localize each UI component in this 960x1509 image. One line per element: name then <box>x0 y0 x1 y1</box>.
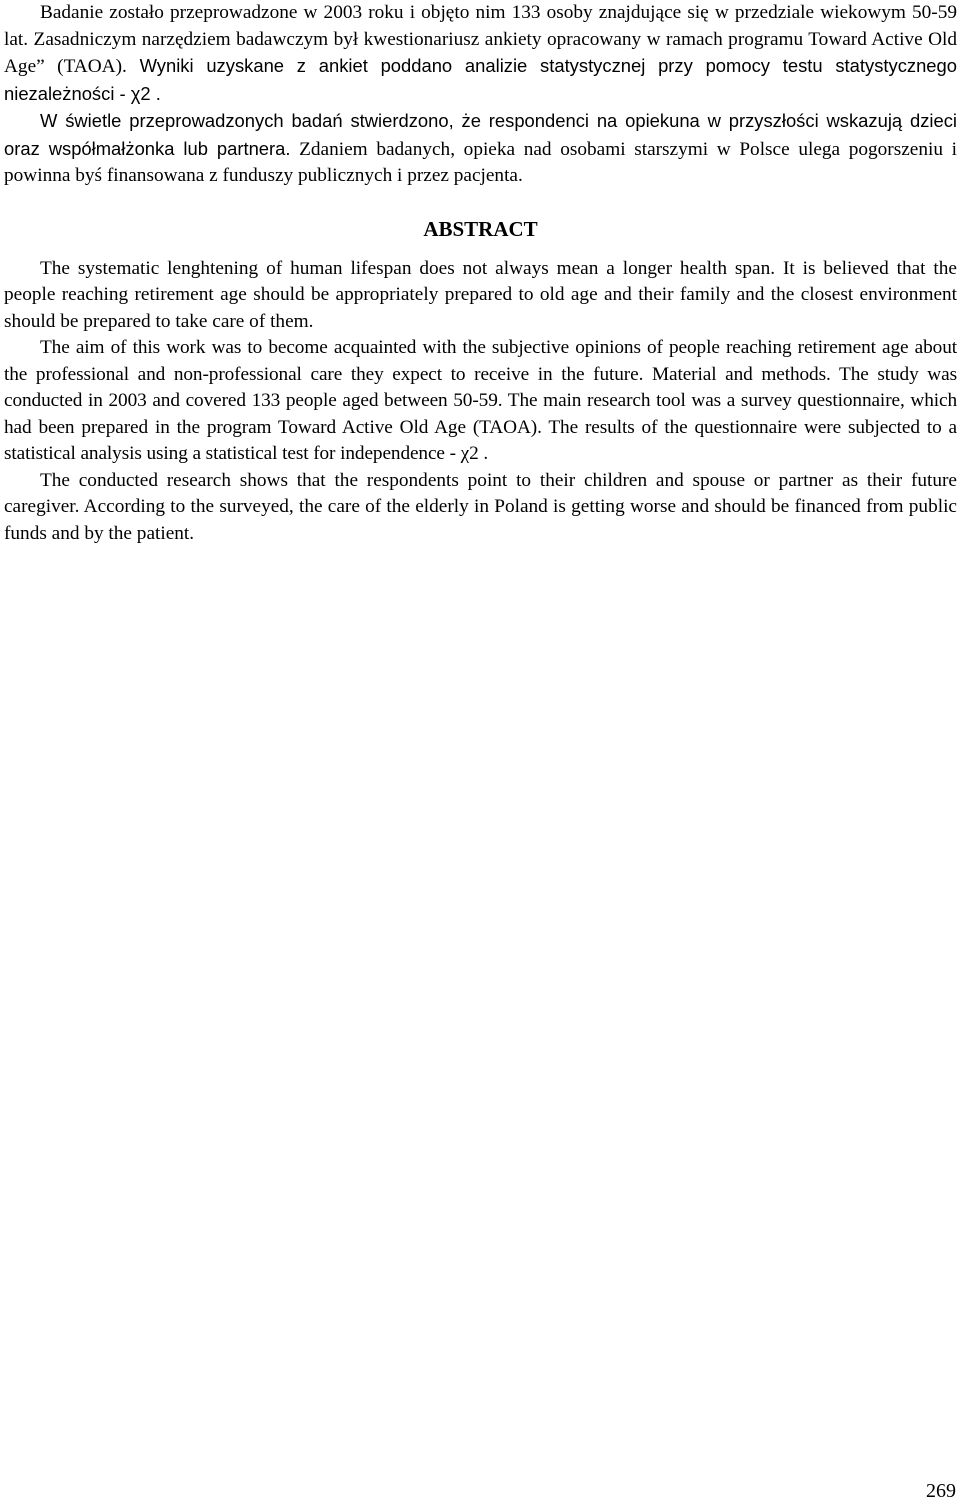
polish-summary-text: Badanie zostało przeprowadzone w 2003 roku i objęto nim 133 osoby znajdujące się w przedziale wiekowym 50-59 lat. Zasadniczym narzędziem badawczym był kwestionariusz ankiety opracowany w ramach programu Toward Active Old Age” (TAOA). <box>4 2 957 77</box>
polish-summary-paragraph-1 <box>4 0 957 108</box>
polish-summary-text: W świetle przeprowadzonych badań stwierdzono, że respondenci na opiekuna w przyszłości wskazują dzieci oraz współmałżonka lub partnera. <box>4 110 957 159</box>
abstract-heading: ABSTRACT <box>423 216 538 241</box>
page-number: 269 <box>926 1480 956 1502</box>
abstract-paragraph-2: The aim of this work was to become acquainted with the subjective opinions of people reaching retirement age about the professional and non-professional care they expect to receive in the future. Material and methods. The study was conducted in 2003 and covered 133 people aged between 50-59. The main research tool was a survey questionnaire, which had been prepared in the program Toward Active Old Age (TAOA). The results of the questionnaire were subjected to a statistical analysis using a statistical test for independence - χ2 . <box>4 337 957 464</box>
page-content <box>4 0 957 547</box>
abstract-paragraph-1: The systematic lenghtening of human lifespan does not always mean a longer health span. It is believed that the people reaching retirement age should be appropriately prepared to old age and their family and the closest environment should be prepared to take care of them. <box>4 257 957 332</box>
polish-summary-text: Zdaniem badanych, opieka nad osobami starszymi w Polsce ulega pogorszeniu i powinna byś finansowana z funduszy publicznych i przez pacjenta. <box>4 138 957 186</box>
abstract-paragraph-3: The conducted research shows that the respondents point to their children and spouse or partner as their future caregiver. According to the surveyed, the care of the elderly in Poland is getting worse and should be financed from public funds and by the patient. <box>4 469 957 544</box>
polish-summary-text: Wyniki uzyskane z ankiet poddano analizie statystycznej przy pomocy testu statystycznego niezależności - χ2 . <box>4 55 957 104</box>
polish-summary-paragraph-2 <box>4 108 957 190</box>
